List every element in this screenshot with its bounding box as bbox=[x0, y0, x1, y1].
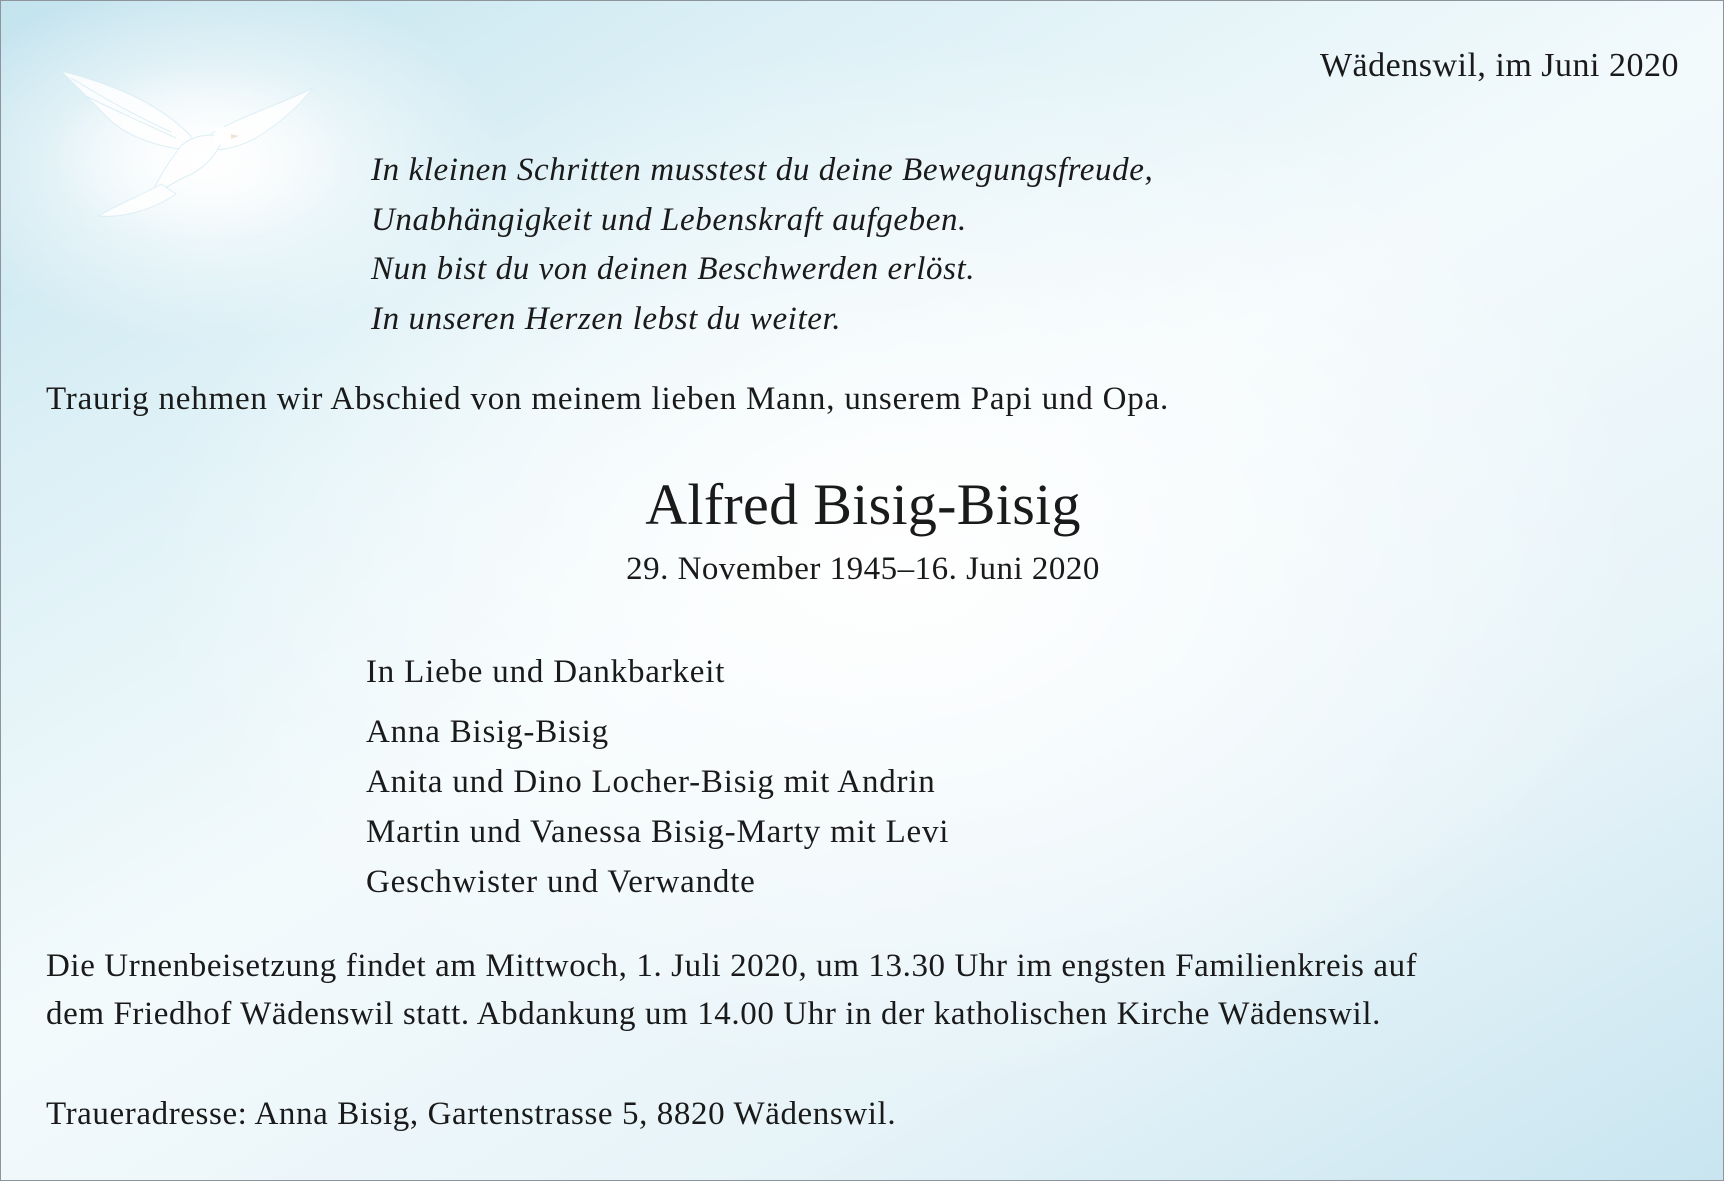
mourners-salutation: In Liebe und Dankbarkeit bbox=[366, 654, 726, 690]
ceremony-info bbox=[46, 942, 1686, 1038]
life-dates: 29. November 1945–16. Juni 2020 bbox=[626, 551, 1100, 587]
poem-line: Nun bist du von deinen Beschwerden erlöst. bbox=[371, 251, 976, 287]
poem-line: In kleinen Schritten musstest du deine Bewegungsfreude, bbox=[371, 152, 1154, 188]
poem-line: Unabhängigkeit und Lebenskraft aufgeben. bbox=[371, 201, 967, 238]
mourner-entry: Martin und Vanessa Bisig-Marty mit Levi bbox=[366, 814, 950, 850]
dove-icon bbox=[51, 66, 351, 246]
mourner-entry: Anita und Dino Locher-Bisig mit Andrin bbox=[366, 764, 936, 800]
mourners-list bbox=[366, 647, 949, 907]
place-date: Wädenswil, im Juni 2020 bbox=[1319, 47, 1679, 84]
mourner-entry: Geschwister und Verwandte bbox=[366, 864, 756, 900]
poem-line: In unseren Herzen lebst du weiter. bbox=[371, 300, 842, 337]
mourner-entry: Anna Bisig-Bisig bbox=[366, 714, 609, 750]
deceased-name: Alfred Bisig-Bisig bbox=[645, 472, 1081, 537]
farewell-intro: Traurig nehmen wir Abschied von meinem lieben Mann, unserem Papi und Opa. bbox=[46, 381, 1170, 417]
poem bbox=[371, 146, 1153, 344]
ceremony-line: Die Urnenbeisetzung findet am Mittwoch, 1. Juli 2020, um 13.30 Uhr im engsten Familienkreis auf bbox=[46, 948, 1418, 984]
mourning-address: Traueradresse: Anna Bisig, Gartenstrasse 5, 8820 Wädenswil. bbox=[46, 1096, 897, 1132]
ceremony-line: dem Friedhof Wädenswil statt. Abdankung um 14.00 Uhr in der katholischen Kirche Wädenswil. bbox=[46, 996, 1381, 1032]
